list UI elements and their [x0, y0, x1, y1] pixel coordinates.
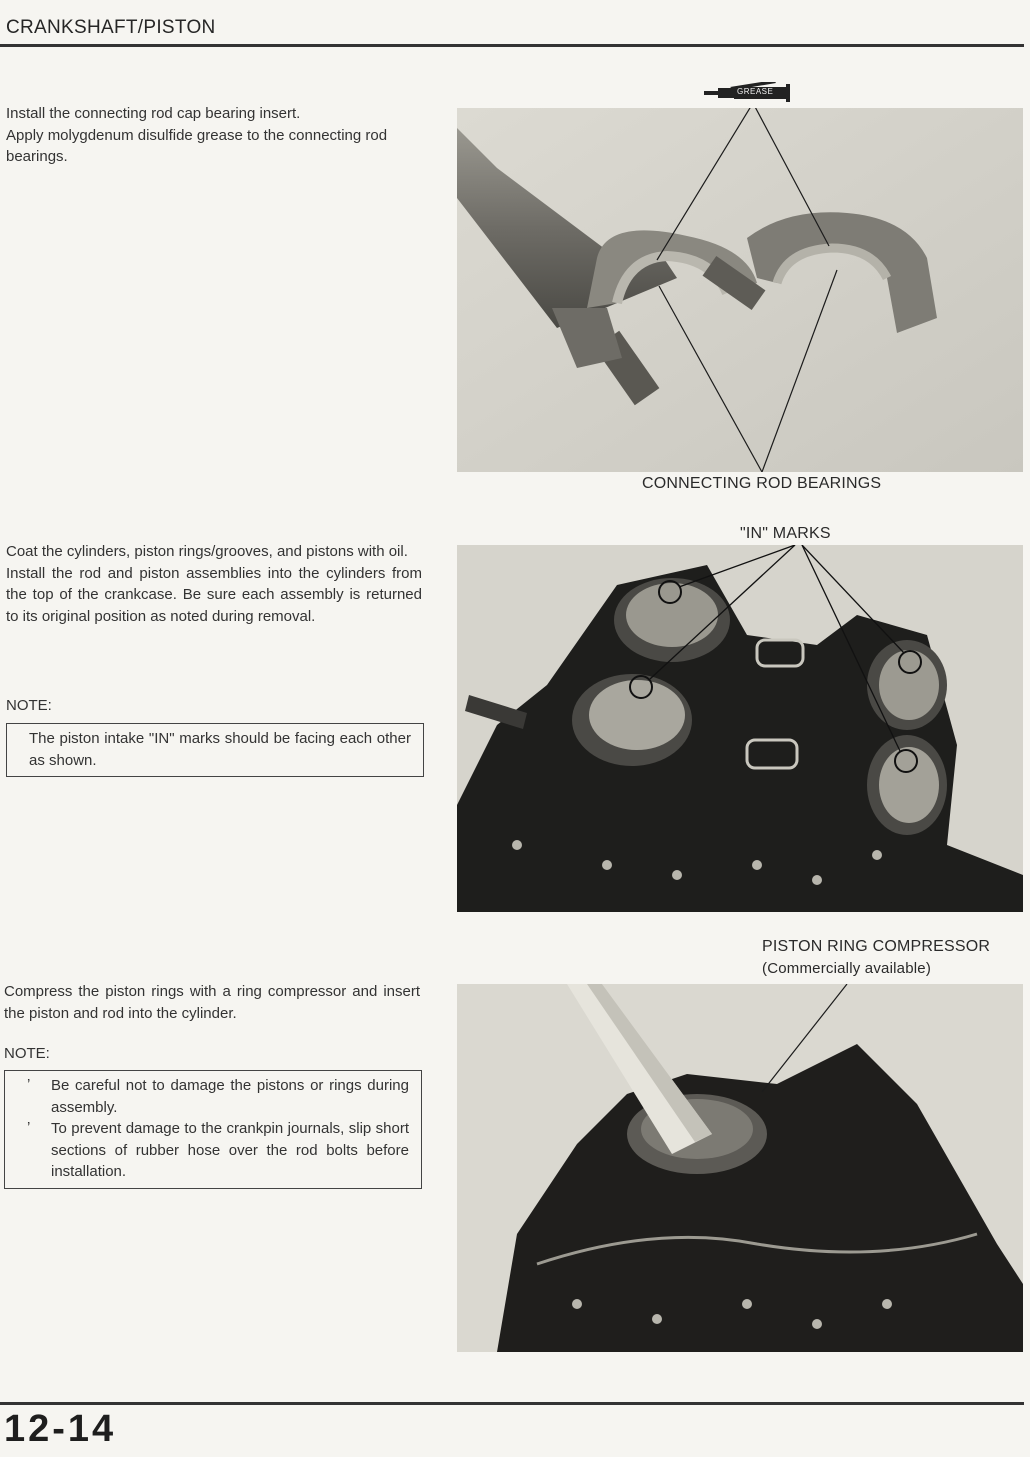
page-header-title: CRANKSHAFT/PISTON: [6, 17, 216, 38]
note-box: [6, 723, 424, 777]
instruction-paragraph: Compress the piston rings with a ring compressor and insert the piston and rod into the cylinder.: [4, 983, 420, 1022]
crankcase-pistons-photo: [457, 545, 1023, 912]
instruction-line: Apply molygdenum disulfide grease to the connecting rod bearings.: [6, 126, 388, 165]
grease-icon: [704, 82, 796, 104]
note-item: ’ To prevent damage to the crankpin journals, slip short sections of rubber hose over the rod bolts before installation.: [51, 1118, 409, 1183]
section3-instructions: [4, 981, 420, 1024]
note-list: [17, 1075, 409, 1183]
ring-compressor-photo: [457, 984, 1023, 1352]
connecting-rod-photo: [457, 108, 1023, 472]
ring-compressor-caption: PISTON RING COMPRESSOR: [762, 938, 991, 955]
section2-instructions: [6, 541, 422, 627]
section1-instructions: [6, 103, 422, 168]
in-marks-caption: "IN" MARKS: [740, 525, 831, 542]
grease-label: GREASE: [737, 87, 774, 96]
note-box: [4, 1070, 422, 1189]
note-label: NOTE:: [4, 1045, 50, 1062]
note-text: The piston intake "IN" marks should be facing each other as shown.: [29, 730, 411, 769]
instruction-paragraph: Coat the cylinders, piston rings/grooves, and pistons with oil.: [6, 543, 408, 560]
instruction-line: Install the connecting rod cap bearing insert.: [6, 105, 301, 122]
connecting-rod-bearings-caption: CONNECTING ROD BEARINGS: [642, 475, 882, 492]
page-number: 12-14: [4, 1408, 117, 1450]
note-label: NOTE:: [6, 697, 52, 714]
ring-compressor-subcaption: (Commercially available): [762, 960, 932, 977]
note-item: ’ Be careful not to damage the pistons or rings during assembly.: [51, 1075, 409, 1118]
footer-rule: [0, 1402, 1024, 1405]
instruction-paragraph: Install the rod and piston assemblies into the cylinders from the top of the crankcase. Be sure each assembly is returned to its original position as noted during removal.: [6, 564, 422, 625]
header-rule: [0, 44, 1024, 47]
